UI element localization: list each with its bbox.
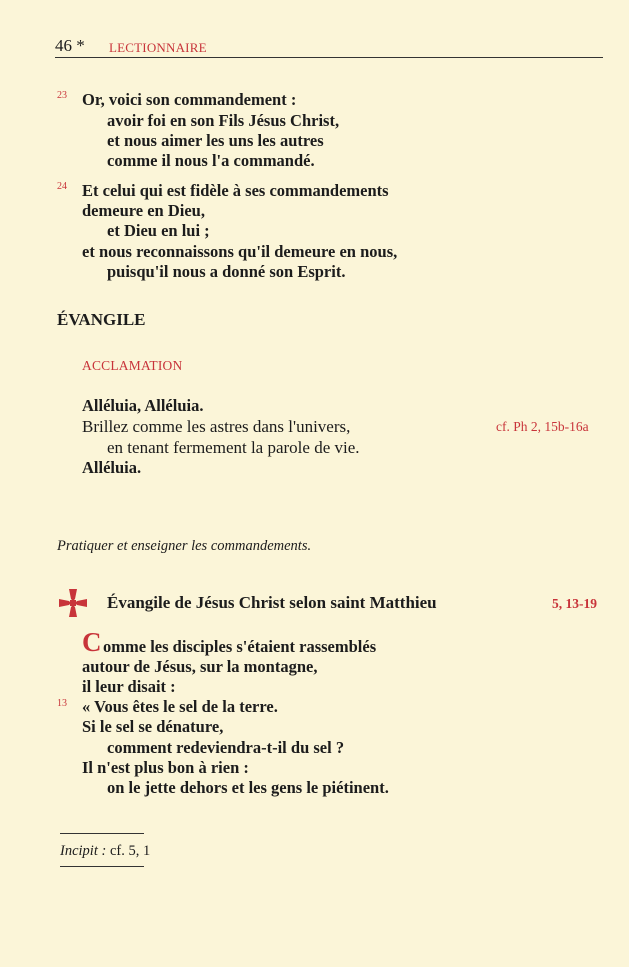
- acclamation-label: ACCLAMATION: [82, 358, 183, 373]
- footnote-rule-bottom: [60, 866, 144, 867]
- acclamation-line: en tenant fermement la parole de vie.: [107, 438, 360, 457]
- page-number: 46 *: [55, 36, 85, 55]
- gospel-line: autour de Jésus, sur la montagne,: [82, 657, 318, 676]
- verse-line: et nous reconnaissons qu'il demeure en nous,: [82, 242, 398, 261]
- gospel-line: comment redeviendra-t-il du sel ?: [107, 738, 345, 757]
- gospel-line: Si le sel se dénature,: [82, 717, 224, 736]
- verse-line: puisqu'il nous a donné son Esprit.: [107, 262, 346, 281]
- acclamation-line: Alléluia.: [82, 458, 142, 477]
- verse-line: demeure en Dieu,: [82, 201, 205, 220]
- acclamation-line: Brillez comme les astres dans l'univers,: [82, 417, 351, 436]
- reading-summary: Pratiquer et enseigner les commandements.: [57, 538, 312, 554]
- drop-cap: C: [82, 627, 102, 657]
- verse-line: et nous aimer les uns les autres: [107, 131, 324, 150]
- verse-line: et Dieu en lui ;: [107, 221, 210, 240]
- verse-number-23: 23: [57, 90, 67, 101]
- gospel-line: « Vous êtes le sel de la terre.: [82, 697, 278, 716]
- gospel-line: il leur disait :: [82, 677, 176, 696]
- gospel-line: on le jette dehors et les gens le piétinent.: [107, 778, 389, 797]
- red-cross-icon: [58, 588, 88, 618]
- running-title: LECTIONNAIRE: [109, 40, 207, 55]
- footnote-rule-top: [60, 833, 144, 834]
- verse-line: comme il nous l'a commandé.: [107, 151, 315, 170]
- verse-line: Or, voici son commandement :: [82, 90, 297, 109]
- footnote-text: cf. 5, 1: [109, 843, 151, 859]
- acclamation-reference: cf. Ph 2, 15b-16a: [496, 419, 589, 434]
- verse-number-24: 24: [57, 181, 67, 192]
- gospel-line: omme les disciples s'étaient rassemblés: [103, 637, 377, 656]
- footnote: [60, 843, 150, 860]
- footnote-label: Incipit :: [60, 843, 107, 859]
- verse-number-13: 13: [57, 698, 67, 709]
- section-heading: ÉVANGILE: [57, 310, 146, 329]
- gospel-title: Évangile de Jésus Christ selon saint Matthieu: [107, 593, 437, 612]
- verse-line: Et celui qui est fidèle à ses commandements: [82, 181, 389, 200]
- verse-line: avoir foi en son Fils Jésus Christ,: [107, 111, 340, 130]
- gospel-line: Il n'est plus bon à rien :: [82, 758, 249, 777]
- header-rule: [55, 57, 603, 58]
- gospel-reference: 5, 13-19: [552, 596, 597, 611]
- acclamation-line: Alléluia, Alléluia.: [82, 396, 204, 415]
